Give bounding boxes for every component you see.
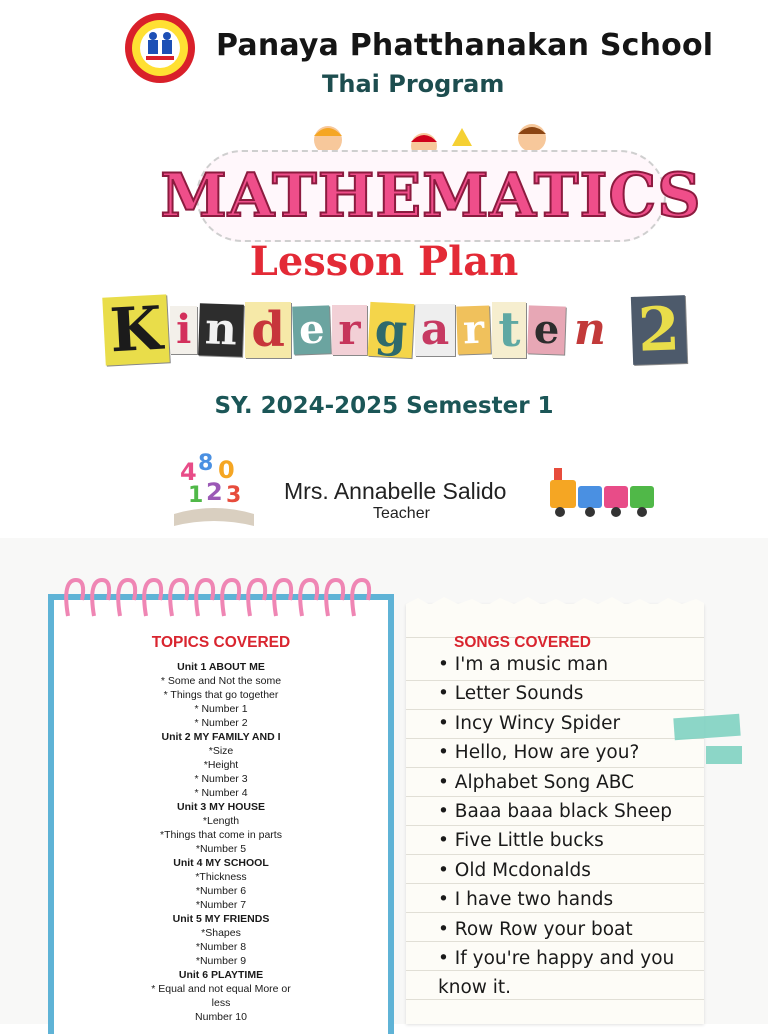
grade-letter: g [367, 302, 414, 358]
grade-letter: a [415, 304, 456, 356]
song-item: • Five Little bucks [438, 830, 604, 852]
topic-item: * Number 2 [194, 717, 248, 729]
topic-item: * Things that go together [163, 689, 279, 701]
grade-letter: n [568, 304, 612, 356]
program-name: Thai Program [322, 70, 505, 98]
svg-text:2: 2 [206, 478, 223, 506]
topics-heading: TOPICS COVERED [151, 634, 291, 651]
topic-item: * Number 1 [194, 703, 248, 715]
topic-item: * Number 4 [194, 787, 248, 799]
grade-letter: d [245, 302, 291, 358]
songs-heading: SONGS COVERED [454, 634, 591, 651]
grade-letter: r [456, 305, 491, 354]
song-item: • Hello, How are you? [438, 742, 640, 764]
topic-item: * Some and Not the some [160, 675, 282, 687]
subject-title: MATHEMATICS [196, 150, 666, 242]
topic-unit-heading: Unit 6 PLAYTIME [178, 969, 264, 981]
grade-letter: e [528, 305, 567, 354]
grade-letter: n [198, 303, 244, 357]
topic-item: *Number 8 [195, 941, 247, 953]
topic-item: *Length [202, 815, 240, 827]
topics-list [60, 660, 382, 1024]
song-item: • Old Mcdonalds [438, 859, 591, 881]
topic-item: * Number 3 [194, 773, 248, 785]
topic-unit-heading: Unit 4 MY SCHOOL [173, 857, 269, 869]
train-illustration [546, 458, 658, 520]
grade-letter: e [292, 305, 331, 354]
song-item: • I'm a music man [438, 654, 609, 675]
topic-item: *Thickness [195, 871, 247, 883]
school-year: SY. 2024-2025 Semester 1 [214, 393, 554, 419]
topic-unit-heading: Unit 2 MY FAMILY AND I [161, 731, 281, 743]
document-type-title: Lesson Plan [249, 238, 519, 285]
song-item: • Incy Wincy Spider [438, 712, 621, 734]
svg-text:0: 0 [218, 456, 235, 484]
topic-item: *Size [208, 745, 234, 757]
washi-tape [673, 714, 740, 741]
torn-paper-edge [406, 594, 704, 610]
topic-item: *Height [203, 759, 239, 771]
grade-number: 2 [631, 295, 687, 365]
grade-title [104, 288, 700, 372]
topic-item: *Number 9 [195, 955, 247, 967]
svg-text:8: 8 [198, 451, 214, 476]
song-item: know it. [438, 977, 512, 999]
song-item: • Alphabet Song ABC [438, 771, 635, 793]
washi-tape [706, 746, 742, 764]
topic-item: *Number 6 [195, 885, 247, 897]
topic-unit-heading: Unit 3 MY HOUSE [177, 801, 265, 813]
topic-item: *Number 7 [195, 899, 247, 911]
songs-list [438, 650, 700, 1003]
svg-text:4: 4 [180, 458, 197, 486]
topic-item: * Equal and not equal More or [151, 983, 291, 995]
grade-letter: i [170, 306, 197, 354]
topic-unit-heading: Unit 5 MY FRIENDS [172, 913, 270, 925]
teacher-name: Mrs. Annabelle Salido [284, 478, 507, 504]
numbers-book-illustration [168, 440, 260, 532]
spiral-binding [54, 574, 390, 626]
song-item: • If you're happy and you [438, 948, 675, 970]
school-name: Panaya Phatthanakan School [216, 28, 714, 63]
song-item: • Baaa baaa black Sheep [438, 801, 672, 823]
grade-letter: K [102, 294, 170, 365]
teacher-role: Teacher [373, 505, 430, 522]
svg-text:3: 3 [226, 483, 242, 508]
song-item: • I have two hands [438, 889, 614, 911]
topic-item: *Things that come in parts [160, 829, 282, 841]
svg-text:1: 1 [188, 483, 204, 508]
song-item: • Row Row your boat [438, 918, 633, 940]
topic-item: Number 10 [195, 1011, 247, 1023]
topic-item: *Number 5 [195, 843, 247, 855]
grade-letter: t [492, 302, 526, 358]
topic-item: *Shapes [201, 927, 241, 939]
school-logo [124, 12, 196, 84]
grade-letter: r [332, 305, 366, 355]
topic-unit-heading: Unit 1 ABOUT ME [177, 661, 265, 673]
topic-item: less [211, 997, 231, 1009]
song-item: • Letter Sounds [438, 683, 584, 705]
